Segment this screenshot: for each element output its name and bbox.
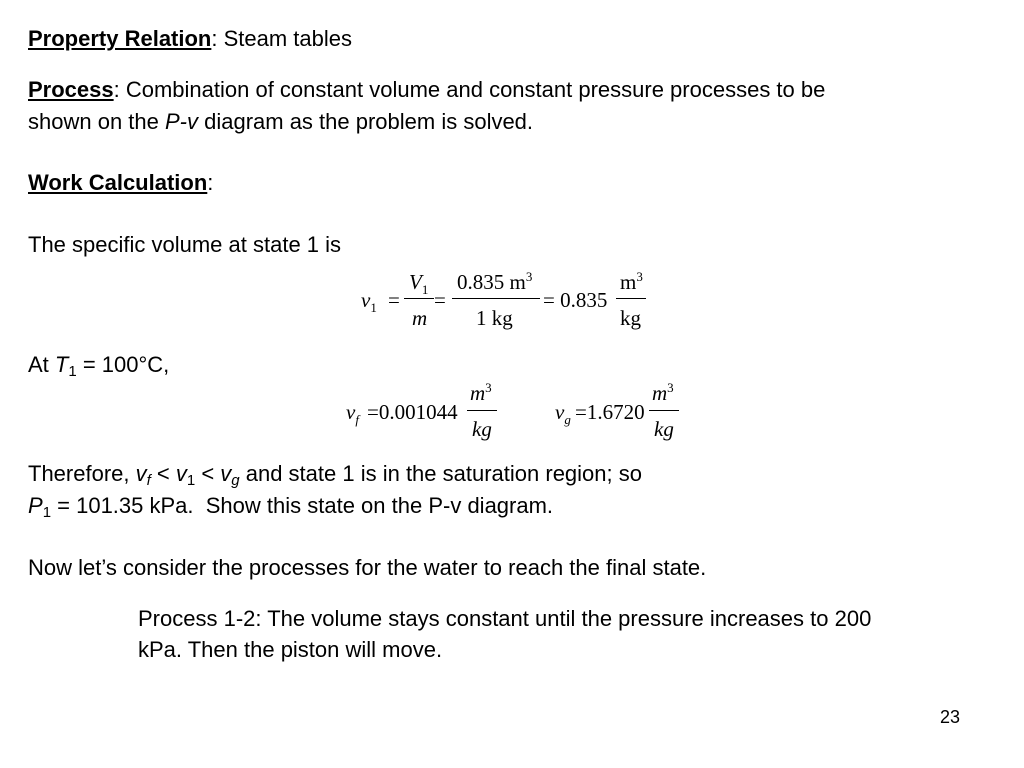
specific-volume-intro: The specific volume at state 1 is xyxy=(28,232,342,257)
temperature-line: At $T_1 = 100^\circ C$, xyxy=(28,352,170,380)
eq1-fraction-bar-3 xyxy=(616,298,646,299)
eq2-vg-numerator: $m^3$ xyxy=(652,380,674,405)
eq1-fraction-bar-2 xyxy=(452,298,540,299)
process-1-2-line-2: kPa. Then the piston will move. xyxy=(138,637,443,662)
eq2-vg-symbol: $v_g$ xyxy=(555,400,571,427)
work-calculation-line xyxy=(28,169,213,197)
eq1-denominator-3: kg xyxy=(620,306,641,330)
property-relation-line xyxy=(28,25,352,53)
eq1-equals-2: = xyxy=(434,288,446,312)
pressure-symbol: P xyxy=(28,493,43,518)
property-relation-text: : Steam tables xyxy=(211,26,353,51)
process-line-1 xyxy=(28,76,825,104)
eq2-vf-symbol: $v_f$ xyxy=(346,400,359,427)
pv-term: P-v xyxy=(164,109,198,134)
process-line-2 xyxy=(28,108,533,136)
eq1-equals-3: = 0.835 xyxy=(543,288,608,312)
eq1-lhs: $v_1$ xyxy=(361,288,377,315)
eq2-vf-numerator: $m^3$ xyxy=(470,380,492,405)
work-calculation-colon: : xyxy=(207,170,214,195)
eq2-vf-value: =0.001044 xyxy=(367,400,458,424)
process-1-2-line-1: Process 1-2: The volume stays constant until the pressure increases to 200 xyxy=(138,606,872,631)
temperature-symbol: T xyxy=(54,352,69,377)
property-relation-heading: Property Relation xyxy=(28,26,212,51)
eq1-denominator-1: m xyxy=(412,306,428,330)
process-text-2a: shown on the xyxy=(28,109,165,134)
eq1-denominator-2: 1 kg xyxy=(476,306,513,330)
process-1-2-paragraph xyxy=(138,603,998,665)
eq1-numerator-3: $m^3$ xyxy=(620,269,643,294)
eq1-numerator-2: 0.835 $m^3$ xyxy=(457,269,533,294)
eq1-fraction-bar-1 xyxy=(404,298,434,299)
pressure-line: $P_1 = 101.35$ kPa. Show this state on the P-v diagram. xyxy=(28,493,554,521)
eq1-numerator-1: $V_1$ xyxy=(409,270,429,297)
process-text-2c: diagram as the problem is solved. xyxy=(197,109,534,134)
page-number: 23 xyxy=(940,707,961,727)
work-calculation-heading: Work Calculation xyxy=(28,170,208,195)
process-text-1: : Combination of constant volume and constant pressure processes to be xyxy=(113,77,826,102)
eq2-vg-fraction-bar xyxy=(649,410,679,411)
eq2-vf-fraction-bar xyxy=(467,410,497,411)
eq2-vf-denominator: kg xyxy=(472,417,492,441)
eq2-vg-denominator: kg xyxy=(654,417,674,441)
process-heading: Process xyxy=(28,77,114,102)
eq2-vg-value: =1.6720 xyxy=(575,400,645,424)
therefore-line: Therefore, $v_f < v_1 < v_g$ and state 1 is in the saturation region; so xyxy=(28,461,642,489)
processes-intro: Now let’s consider the processes for the water to reach the final state. xyxy=(28,555,707,580)
eq1-equals-1: = xyxy=(388,288,400,312)
